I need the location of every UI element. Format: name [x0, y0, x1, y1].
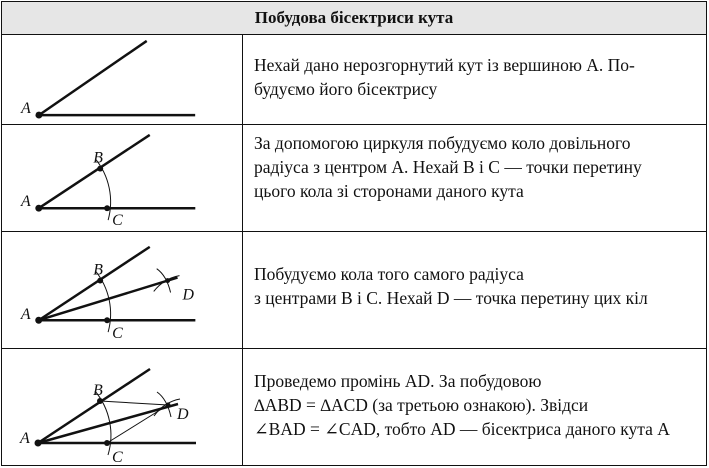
step-4-line-2: ∆ABD = ∆ACD (за третьою ознакою). Звідси [254, 395, 589, 415]
step-2-figure [2, 125, 243, 231]
label-c: C [112, 449, 123, 466]
step-2-text [254, 131, 696, 203]
step-2-line-1: За допомогою циркуля побудуємо коло довільного [254, 133, 631, 153]
angle-side-inclined [39, 135, 150, 208]
step-row-2 [2, 125, 706, 232]
step-4-text [254, 369, 696, 441]
step-2-line-3: цього кола зі сторонами даного кута [254, 181, 524, 201]
table-title: Побудова бісектриси кута [254, 8, 454, 27]
table-header [2, 2, 706, 35]
angle-side-inclined [39, 247, 150, 320]
step-3-text [254, 262, 696, 310]
label-a: A [20, 193, 31, 211]
step-row-3 [2, 232, 706, 349]
vertex-a-point [35, 205, 42, 212]
vertex-a-point [35, 440, 42, 447]
label-d: D [182, 286, 194, 304]
step-2-line-2: радіуса з центром A. Нехай B і C — точки перетину [254, 157, 642, 177]
point-c [104, 205, 110, 211]
point-c [104, 317, 110, 323]
step-1-text [254, 53, 696, 101]
step-4-line-3: ∠BAD = ∠CAD, тобто AD — бісектриса даного кута A [254, 419, 670, 439]
label-a: A [20, 430, 30, 447]
label-d: D [177, 406, 189, 423]
angle-side-inclined [39, 41, 147, 115]
step-3-line-2: з центрами B і C. Нехай D — точка перетину цих кіл [254, 288, 648, 308]
label-a: A [21, 100, 31, 118]
bisector-ray-ad [38, 404, 178, 443]
step-row-1 [2, 35, 706, 125]
step-1-figure [2, 35, 243, 124]
vertex-a-point [35, 112, 42, 119]
label-c: C [112, 212, 123, 230]
bisector-ray-partial [39, 278, 178, 321]
step-1-line-1: Нехай дано нерозгорнутий кут із вершиною A. По- [254, 55, 635, 75]
point-c [104, 440, 110, 446]
step-4-line-1: Проведемо промінь AD. За побудовою [254, 371, 542, 391]
angle-side-inclined [38, 369, 150, 443]
label-b: B [93, 149, 103, 167]
point-d [165, 278, 170, 283]
vertex-a-point [35, 317, 42, 324]
label-b: B [93, 382, 103, 399]
step-row-4 [2, 349, 706, 465]
step-4-figure [2, 349, 243, 465]
segment-bd [100, 401, 168, 405]
construction-table [1, 1, 707, 466]
point-d [166, 403, 171, 408]
label-c: C [112, 325, 123, 343]
step-1-line-2: будуємо його бісектрису [254, 79, 438, 99]
label-a: A [20, 306, 31, 324]
label-b: B [93, 261, 103, 279]
step-3-figure [2, 232, 243, 348]
step-3-line-1: Побудуємо кола того самого радіуса [254, 264, 524, 284]
